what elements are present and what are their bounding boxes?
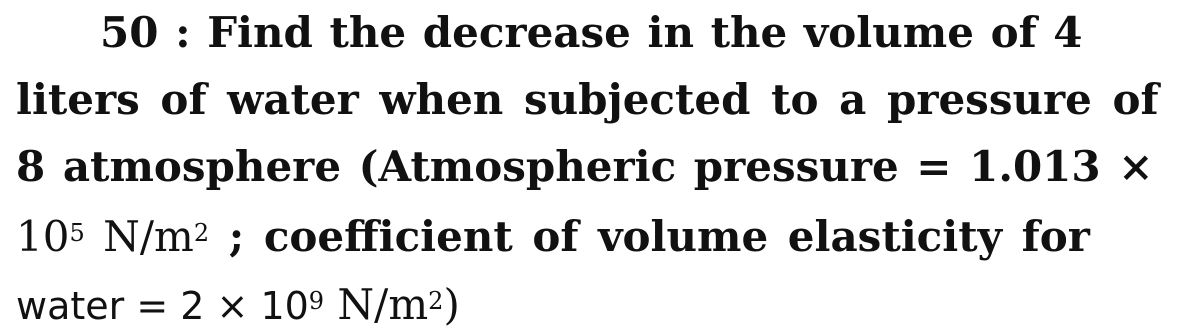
- unit-text: N/m: [84, 212, 194, 261]
- problem-line-3: [16, 142, 1153, 192]
- unit-text: N/m: [324, 280, 429, 329]
- problem-line-3-text: 8 atmosphere (Atmospheric pressure = 1.013 ×: [16, 142, 1154, 191]
- problem-line-2-text: liters of water when subjected to a pressure of: [16, 75, 1159, 124]
- problem-line-1: [100, 8, 1083, 58]
- problem-line-1-text: 50 : Find the decrease in the volume of 4: [100, 8, 1083, 57]
- closing-paren: ): [443, 280, 460, 329]
- water-equation: water = 2 × 10: [16, 284, 309, 328]
- unit-exponent: 2: [428, 287, 444, 315]
- power-exponent: 9: [308, 287, 325, 315]
- problem-line-2: [16, 75, 1159, 125]
- power-base: 10: [16, 212, 70, 261]
- problem-line-4-rest: ; coefficient of volume elasticity for: [209, 212, 1090, 261]
- unit-exponent: 2: [193, 219, 210, 247]
- problem-line-4: [16, 212, 1090, 262]
- power-exponent: 5: [69, 219, 85, 247]
- problem-line-5: [16, 280, 460, 331]
